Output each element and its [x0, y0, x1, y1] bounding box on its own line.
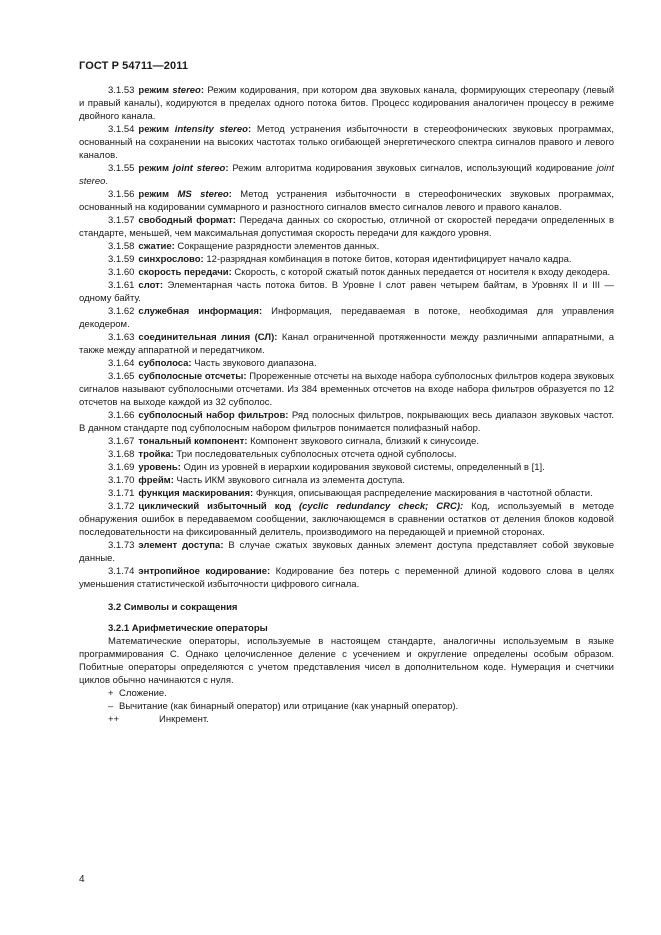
page-header: ГОСТ Р 54711—2011	[79, 60, 189, 72]
definition-item	[79, 188, 614, 214]
definition-text: Сокращение разрядности элементов данных.	[174, 241, 380, 252]
definition-term-italic: (cyclic redundancy check; CRC):	[291, 501, 464, 512]
intro-paragraph: Математические операторы, используемые в настоящем стандарте, аналогичны используемым в языке программирования С. Однако целочисленное деление с усечением и округление определены особым образом. Побитные операторы определяются с учетом представления чисел в дополнительном коде. Нумерация и счетчики циклов обычно начинаются с нуля.	[79, 636, 614, 686]
definition-number: 3.1.74	[108, 566, 135, 577]
definition-colon: :	[225, 163, 229, 174]
definition-text: Ряд полосных фильтров, покрывающих весь диапазон звуковых частот. В данном стандарте под субполосным набором фильтров понимается полифазный набор.	[79, 410, 614, 434]
definition-term: субполоса:	[138, 358, 192, 369]
definition-text: Канал ограниченной протяженности между различными аппаратными, а также между аппаратной и передатчиком.	[79, 332, 614, 356]
definition-term: функция маскирования:	[138, 488, 254, 499]
definition-item	[79, 448, 614, 461]
definition-text: В случае сжатых звуковых данных элемент доступа представляет собой звуковые данные.	[79, 540, 614, 564]
definition-text: Функция, описывающая распределение маскирования в частотной области.	[253, 488, 593, 499]
definitions-list	[79, 84, 614, 591]
definition-number: 3.1.66	[108, 410, 135, 421]
definition-term: соединительная линия (СЛ):	[138, 332, 278, 343]
definition-text: Информация, передаваемая в потоке, необходимая для управления декодером.	[79, 306, 614, 330]
definition-colon: :	[200, 85, 205, 96]
definition-term-italic: joint stereo	[169, 163, 226, 174]
definition-term-italic: intensity stereo	[169, 124, 248, 135]
definition-item	[79, 474, 614, 487]
definition-item	[79, 370, 614, 409]
definition-item	[79, 240, 614, 253]
definition-number: 3.1.72	[108, 501, 135, 512]
definition-item	[79, 266, 614, 279]
definition-number: 3.1.69	[108, 462, 135, 473]
definition-number: 3.1.58	[108, 241, 135, 252]
definition-text: Режим кодирования, при котором два звуковых канала, формирующих стереопару (левый и правый каналы), кодируются в пределах одного потока битов. Процесс кодирования аналогичен процессу в режиме двойного канала.	[79, 85, 614, 122]
definition-text: Компонент звукового сигнала, близкий к синусоиде.	[247, 436, 479, 447]
definition-term: фрейм:	[138, 475, 174, 486]
operator-description: Инкремент.	[159, 714, 209, 725]
definition-number: 3.1.60	[108, 267, 135, 278]
definition-term: режим	[138, 189, 169, 200]
definition-number: 3.1.62	[108, 306, 135, 317]
definition-term: элемент доступа:	[138, 540, 224, 551]
definition-item	[79, 487, 614, 500]
section-heading: 3.2 Символы и сокращения	[108, 602, 238, 613]
operator-symbol: +	[108, 688, 114, 699]
definition-term: свободный формат:	[138, 215, 236, 226]
definition-item	[79, 84, 614, 123]
definition-item	[79, 305, 614, 331]
definition-number: 3.1.64	[108, 358, 135, 369]
definition-term: тональный компонент:	[138, 436, 248, 447]
definition-term: уровень:	[138, 462, 181, 473]
definition-text: Метод устранения избыточности в стереофонических звуковых программах, основанный на сохранении на высоких частотах только огибающей энергетического спектра сигналов правого и левого каналов.	[79, 124, 615, 161]
page-number: 4	[79, 874, 85, 885]
definition-text: Скорость, с которой сжатый поток данных передается от носителя к входу декодера.	[231, 267, 611, 278]
definition-term-italic: MS stereo	[169, 189, 229, 200]
definition-term: тройка:	[138, 449, 174, 460]
definition-text: Часть звукового диапазона.	[191, 358, 317, 369]
definition-number: 3.1.53	[108, 85, 135, 96]
definition-number: 3.1.65	[108, 371, 135, 382]
definition-text: Метод устранения избыточности в стереофонических звуковых программах, основанный на кодировании суммарного и разностного сигналов вместо сигналов левого и правого каналов.	[79, 189, 615, 213]
definition-term: режим	[138, 85, 169, 96]
definition-number: 3.1.71	[108, 488, 135, 499]
definition-item	[79, 357, 614, 370]
definition-item	[79, 253, 614, 266]
definition-term: сжатие:	[138, 241, 175, 252]
definition-text: Часть ИКМ звукового сигнала из элемента доступа.	[173, 475, 405, 486]
operator-item	[79, 687, 614, 700]
definition-number: 3.1.67	[108, 436, 135, 447]
definition-text: Элементарная часть потока битов. В Уровне I слот равен четырем байтам, в Уровнях II и III — одному байту.	[79, 280, 614, 304]
definition-item	[79, 435, 614, 448]
definition-term: режим	[138, 124, 169, 135]
definition-number: 3.1.61	[108, 280, 135, 291]
definition-number: 3.1.56	[108, 189, 135, 200]
definition-item	[79, 162, 614, 188]
definition-number: 3.1.55	[108, 163, 135, 174]
subsection-heading: 3.2.1 Арифметические операторы	[108, 623, 268, 634]
definition-number: 3.1.63	[108, 332, 135, 343]
definition-text: Прореженные отсчеты на выходе набора субполосных фильтров кодера звуковых сигналов называют субполосными отсчетами. Из 384 временных отсчетов на входе набора фильтров образуется по 12 отсчетов на выходе каждой из 32 субполос.	[79, 371, 614, 408]
operator-item	[79, 713, 614, 726]
definition-term: слот:	[138, 280, 163, 291]
definition-number: 3.1.68	[108, 449, 135, 460]
definition-text: Кодирование без потерь с переменной длиной кодового слова в целях уменьшения статистической избыточности цифрового сигнала.	[79, 566, 614, 590]
operator-item	[79, 700, 614, 713]
definition-item	[79, 539, 614, 565]
operator-symbol: –	[108, 701, 114, 712]
operator-description: Вычитание (как бинарный оператор) или отрицание (как унарный оператор).	[119, 701, 459, 712]
definition-item	[79, 214, 614, 240]
definition-text-end: .	[105, 176, 109, 187]
definition-number: 3.1.59	[108, 254, 135, 265]
definition-text: 12-разрядная комбинация в потоке битов, которая идентифицирует начало кадра.	[203, 254, 572, 265]
definition-term: субполосный набор фильтров:	[138, 410, 289, 421]
definition-term: субполосные отсчеты:	[138, 371, 247, 382]
definition-text: Режим алгоритма кодирования звуковых сигналов, использующий кодирование	[228, 163, 597, 174]
operator-description: Сложение.	[119, 688, 167, 699]
definition-item	[79, 565, 614, 591]
definition-term: синхрослово:	[138, 254, 204, 265]
definition-text: Код, используемый в методе обнаружения ошибок в передаваемом сообщении, заключающемся в сравнении остатков от деления блоков кодовой последовательности на фиксированный делитель, производимого на передающей и приемной сторонах.	[79, 501, 614, 538]
definition-item	[79, 500, 614, 539]
definition-number: 3.1.57	[108, 215, 135, 226]
definition-number: 3.1.73	[108, 540, 135, 551]
definition-colon: :	[247, 124, 252, 135]
definition-term: циклический избыточный код	[138, 501, 292, 512]
definition-item	[79, 123, 614, 162]
definition-item	[79, 409, 614, 435]
definition-colon: :	[228, 189, 232, 200]
definition-number: 3.1.54	[108, 124, 135, 135]
definition-item	[79, 279, 614, 305]
definition-term: энтропийное кодирование:	[138, 566, 271, 577]
definition-term: служебная информация:	[138, 306, 263, 317]
definition-text: Передача данных со скоростью, отличной от скоростей передачи определенных в стандарте, меньшей, чем максимальная допустимая скорость передачи для каждого уровня.	[79, 215, 614, 239]
definition-text-italic: joint stereo	[79, 163, 614, 187]
definition-number: 3.1.70	[108, 475, 135, 486]
definition-text: Три последовательных субполосных отсчета одной субполосы.	[173, 449, 457, 460]
definition-term: скорость передачи:	[138, 267, 232, 278]
definition-item	[79, 461, 614, 474]
definition-term-italic: stereo	[169, 85, 201, 96]
definition-text: Один из уровней в иерархии кодирования звуковой системы, определенный в [1].	[180, 462, 545, 473]
document-body	[79, 84, 614, 726]
operator-symbol: ++	[108, 714, 120, 725]
definition-item	[79, 331, 614, 357]
definition-term: режим	[138, 163, 169, 174]
operators-list	[79, 687, 614, 726]
